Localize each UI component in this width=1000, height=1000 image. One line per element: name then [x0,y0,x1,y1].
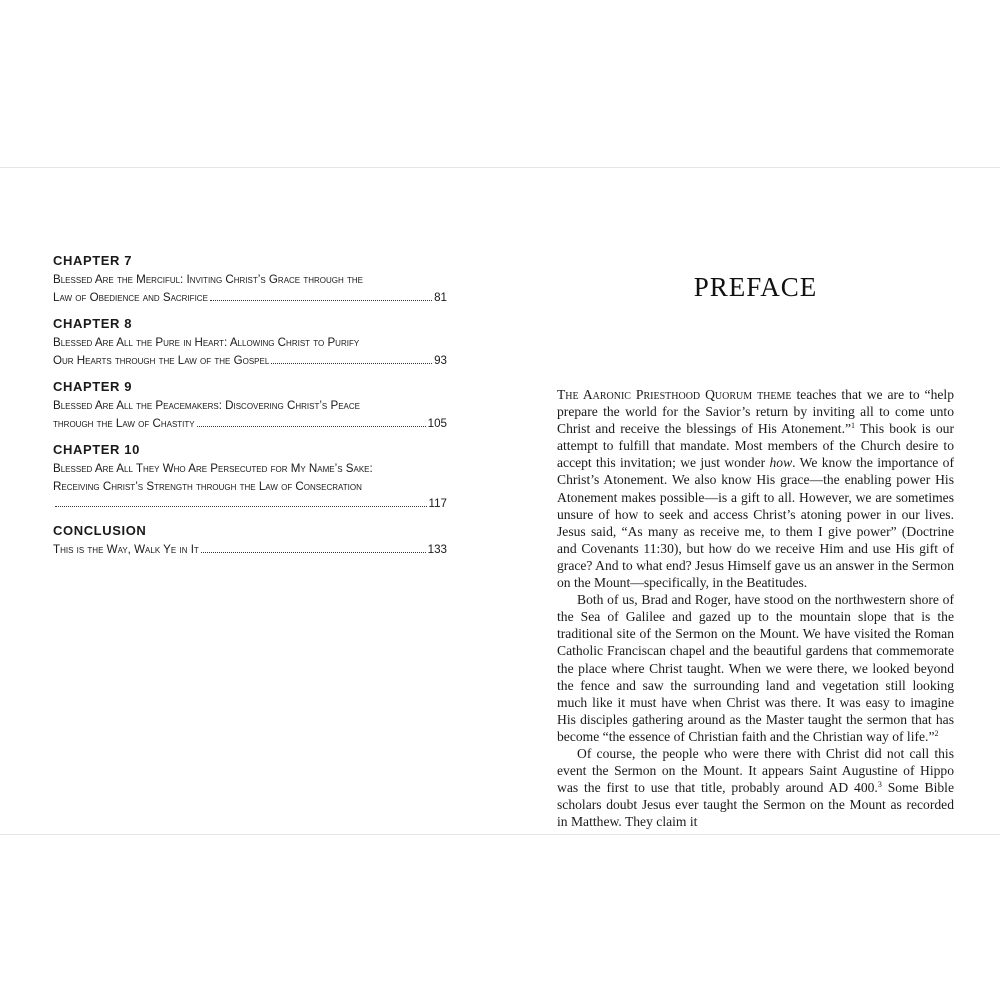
toc-leader-line [53,352,447,370]
table-of-contents [53,252,447,567]
toc-title-line: through the Law of Chastity [53,416,195,430]
toc-entry-chapter-9[interactable] [53,378,447,432]
toc-title-line: Law of Obedience and Sacrifice [53,290,208,304]
toc-title-line: Blessed Are All They Who Are Persecuted for My Name’s Sake: [53,462,373,475]
toc-entry-chapter-10[interactable] [53,441,447,513]
toc-title-line: Receiving Christ’s Strength through the Law of Consecration [53,479,362,493]
paragraph-lead-in: The Aaronic Priesthood Quorum theme [557,387,792,402]
toc-heading: CHAPTER 9 [53,379,133,394]
preface-title: PREFACE [693,272,818,302]
toc-leader-line [53,541,447,559]
toc-title-line: Blessed Are All the Peacemakers: Discovering Christ’s Peace [53,399,360,412]
toc-page-number: 93 [434,353,447,367]
dot-leader [271,362,432,364]
paragraph-text: Some Bible scholars doubt Jesus ever taught the Sermon on the Mount as recorded in Matthew. They claim it [557,780,954,830]
footnote-marker[interactable]: 1 [851,421,856,431]
paragraph-text: Of course, the people who were there with Christ did not call this event the Sermon on the Mount. It appears Saint Augustine of Hippo was the first to use that title, probably around AD 400. [557,745,954,796]
preface-paragraph-3 [557,745,954,830]
toc-heading: CONCLUSION [53,522,147,538]
dot-leader [55,505,427,507]
preface-paragraph-1 [557,386,954,591]
footnote-marker[interactable]: 3 [877,780,882,790]
toc-title-line: This is the Way, Walk Ye in It [53,542,199,556]
preface-paragraph-2 [557,591,954,745]
toc-page-number: 133 [427,542,447,556]
paragraph-text: This book is our attempt to fulfill that mandate. Most members of the Church desire to accept this invitation; we just wonder [557,421,955,471]
dot-leader [197,425,426,427]
toc-entry-conclusion[interactable] [53,522,447,559]
toc-entry-chapter-8[interactable] [53,315,447,369]
toc-page-number: 117 [428,497,447,510]
toc-page-number: 105 [427,416,447,430]
emphasized-word: how [769,455,793,471]
toc-entry-chapter-7[interactable] [53,252,447,306]
preface-body [557,386,954,830]
toc-leader-line [53,415,447,433]
dot-leader [201,551,426,553]
paragraph-text: teaches that we are to “help prepare the world for the Savior’s return by inviting all to come unto Christ and receive the blessings of His Atonement.” [557,387,954,437]
toc-title-line: Our Hearts through the Law of the Gospel [53,353,270,367]
paragraph-text: . We know the importance of Christ’s Atonement. We also know His grace—the enabling power His Atonement makes possible—is a gift to all. However, we are sometimes unsure of how to seek and access Christ’s atoning power in our lives. Jesus said, “As many as receive me, to them I give power” (Doctrine and Covenants 11:30), but how do we receive Him and use His gift of grace? And to what end? Jesus Himself gave us an answer in the Sermon on the Mount—specifically, in the Beatitudes. [557,455,954,591]
toc-title-line: Blessed Are All the Pure in Heart: Allowing Christ to Purify [53,336,360,349]
toc-heading: CHAPTER 7 [53,253,133,268]
toc-heading: CHAPTER 10 [53,442,140,457]
dot-leader [210,299,432,301]
toc-heading: CHAPTER 8 [53,316,133,331]
book-spread [0,167,1000,835]
toc-leader-line [53,495,447,513]
toc-page-number: 81 [434,290,447,304]
paragraph-text: Both of us, Brad and Roger, have stood on the northwestern shore of the Sea of Galilee and gazed up to the mountain slope that is the traditional site of the Sermon on the Mount. We have visited the Roman Catholic Franciscan chapel and the beautiful gardens that commemorate the place where Christ taught. When we were there, we looked beyond the fence and saw the surrounding land and vegetation still looking much like it must have when Christ was there. It was easy to imagine His disciples gathering around as the Master taught the sermon that has become “the essence of Christian faith and the Christian way of life.” [557,592,954,744]
toc-title-line: Blessed Are the Merciful: Inviting Christ’s Grace through the [53,273,364,286]
footnote-marker[interactable]: 2 [934,728,939,738]
toc-leader-line [53,289,447,307]
